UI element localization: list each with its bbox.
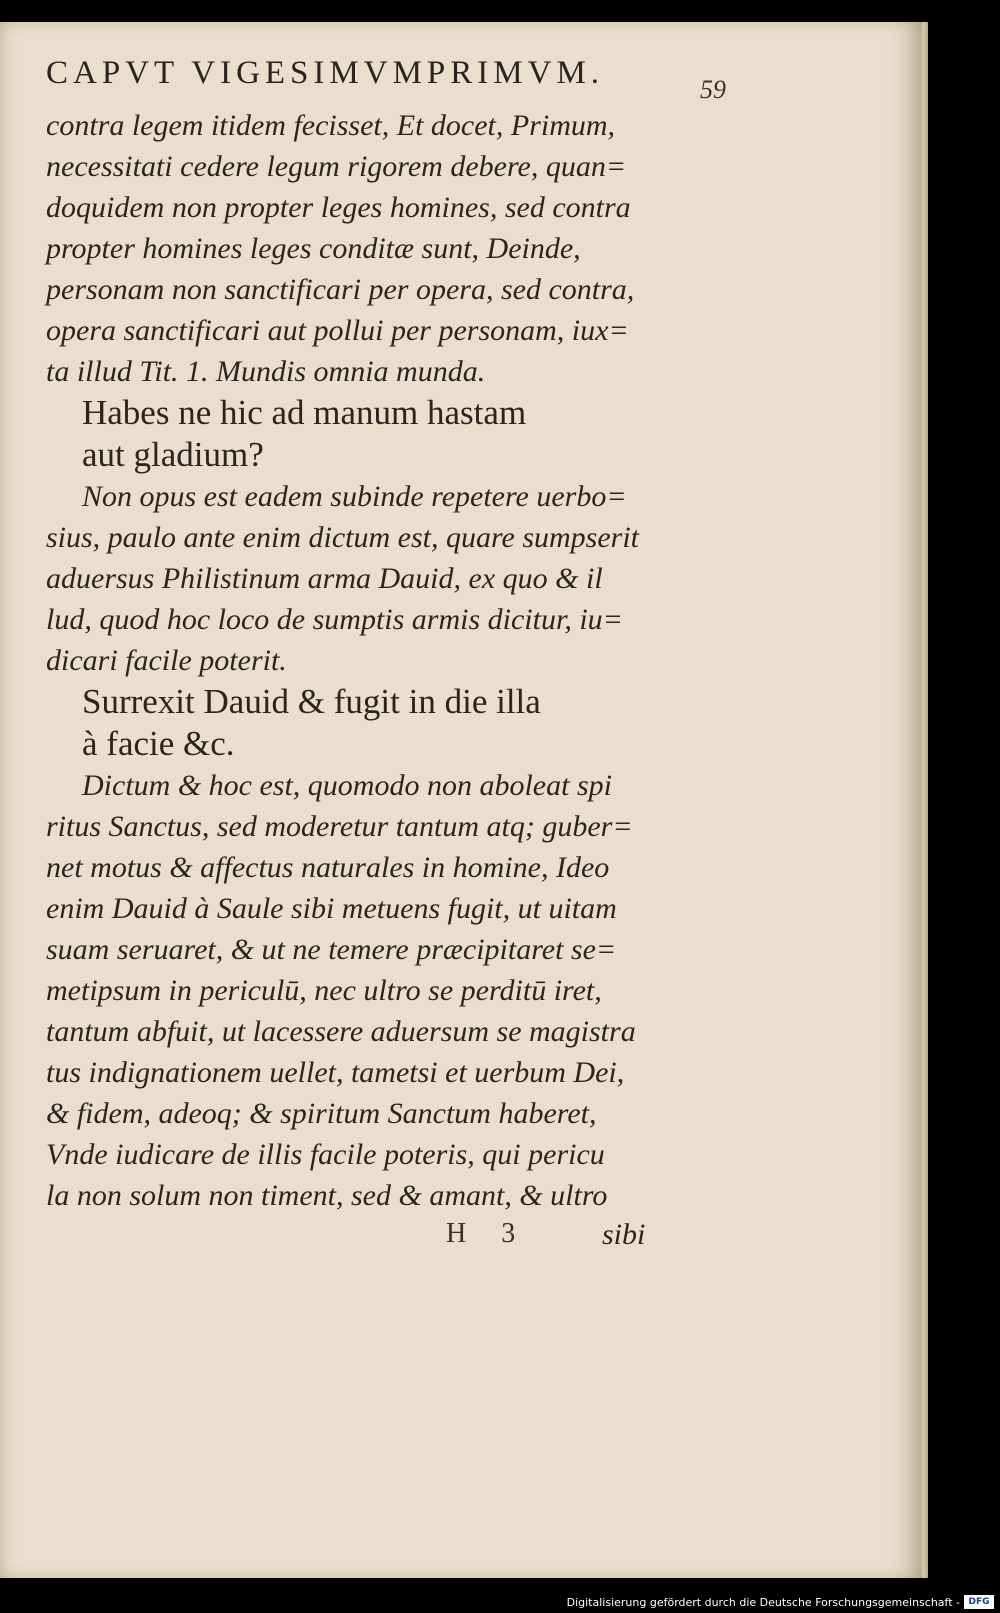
text-line: Non opus est eadem subinde repetere uerbo= — [82, 480, 627, 513]
text-line: contra legem itidem fecisset, Et docet, Primum, — [46, 109, 616, 142]
folio-number: 59 — [700, 75, 726, 104]
lemma-line: aut gladium? — [82, 435, 264, 474]
credit-bar — [0, 1587, 1000, 1613]
text-line: la non solum non timent, sed & amant, & ultro — [46, 1179, 608, 1212]
page-edge — [922, 22, 928, 1578]
text-line: propter homines leges conditæ sunt, Deinde, — [46, 232, 581, 265]
running-head: CAPVT VIGESIMVMPRIMVM. — [46, 55, 605, 91]
text-line: lud, quod hoc loco de sumptis armis dicitur, iu= — [46, 603, 623, 636]
lemma-2 — [46, 681, 696, 765]
text-line: personam non sanctificari per opera, sed contra, — [46, 273, 635, 306]
text-line: opera sanctificari aut pollui per personam, iux= — [46, 314, 629, 347]
text-line: suam seruaret, & ut ne temere præcipitaret se= — [46, 933, 617, 966]
text-line: tantum abfuit, ut lacessere aduersum se magistra — [46, 1015, 636, 1048]
lemma-line: Surrexit Dauid & fugit in die illa — [82, 682, 541, 721]
text-line: metipsum in periculū, nec ultro se perditū iret, — [46, 974, 602, 1007]
text-line: ritus Sanctus, sed moderetur tantum atq; guber= — [46, 810, 633, 843]
page-header — [46, 55, 726, 105]
text-line: aduersus Philistinum arma Dauid, ex quo & il — [46, 562, 603, 595]
text-line: Dictum & hoc est, quomodo non aboleat spi — [82, 769, 612, 802]
page-footer — [46, 1218, 696, 1264]
text-line: Vnde iudicare de illis facile poteris, qui pericu — [46, 1138, 605, 1171]
lemma-line: Habes ne hic ad manum hastam — [82, 393, 527, 432]
text-line: sius, paulo ante enim dictum est, quare sumpserit — [46, 521, 640, 554]
text-line: enim Dauid à Saule sibi metuens fugit, ut uitam — [46, 892, 617, 925]
text-line: tus indignationem uellet, tametsi et uerbum Dei, — [46, 1056, 625, 1089]
text-line: net motus & affectus naturales in homine, Ideo — [46, 851, 610, 884]
paragraph-3 — [46, 765, 696, 1216]
text-line: necessitati cedere legum rigorem debere, quan= — [46, 150, 627, 183]
paragraph-2 — [46, 476, 696, 681]
signature-mark: H 3 — [446, 1218, 530, 1249]
lemma-line: à facie &c. — [82, 724, 235, 763]
paragraph-1 — [46, 105, 696, 392]
catchword: sibi — [602, 1218, 646, 1251]
dfg-logo-icon: DFG — [964, 1595, 994, 1609]
lemma-1 — [46, 392, 696, 476]
text-line: dicari facile poterit. — [46, 644, 287, 677]
funding-credit: Digitalisierung gefördert durch die Deutsche Forschungsgemeinschaft - — [566, 1596, 960, 1609]
text-line: ta illud Tit. 1. Mundis omnia munda. — [46, 355, 486, 388]
text-line: doquidem non propter leges homines, sed contra — [46, 191, 631, 224]
text-line: & fidem, adeoq; & spiritum Sanctum haberet, — [46, 1097, 597, 1130]
page-text-block — [46, 55, 726, 1264]
